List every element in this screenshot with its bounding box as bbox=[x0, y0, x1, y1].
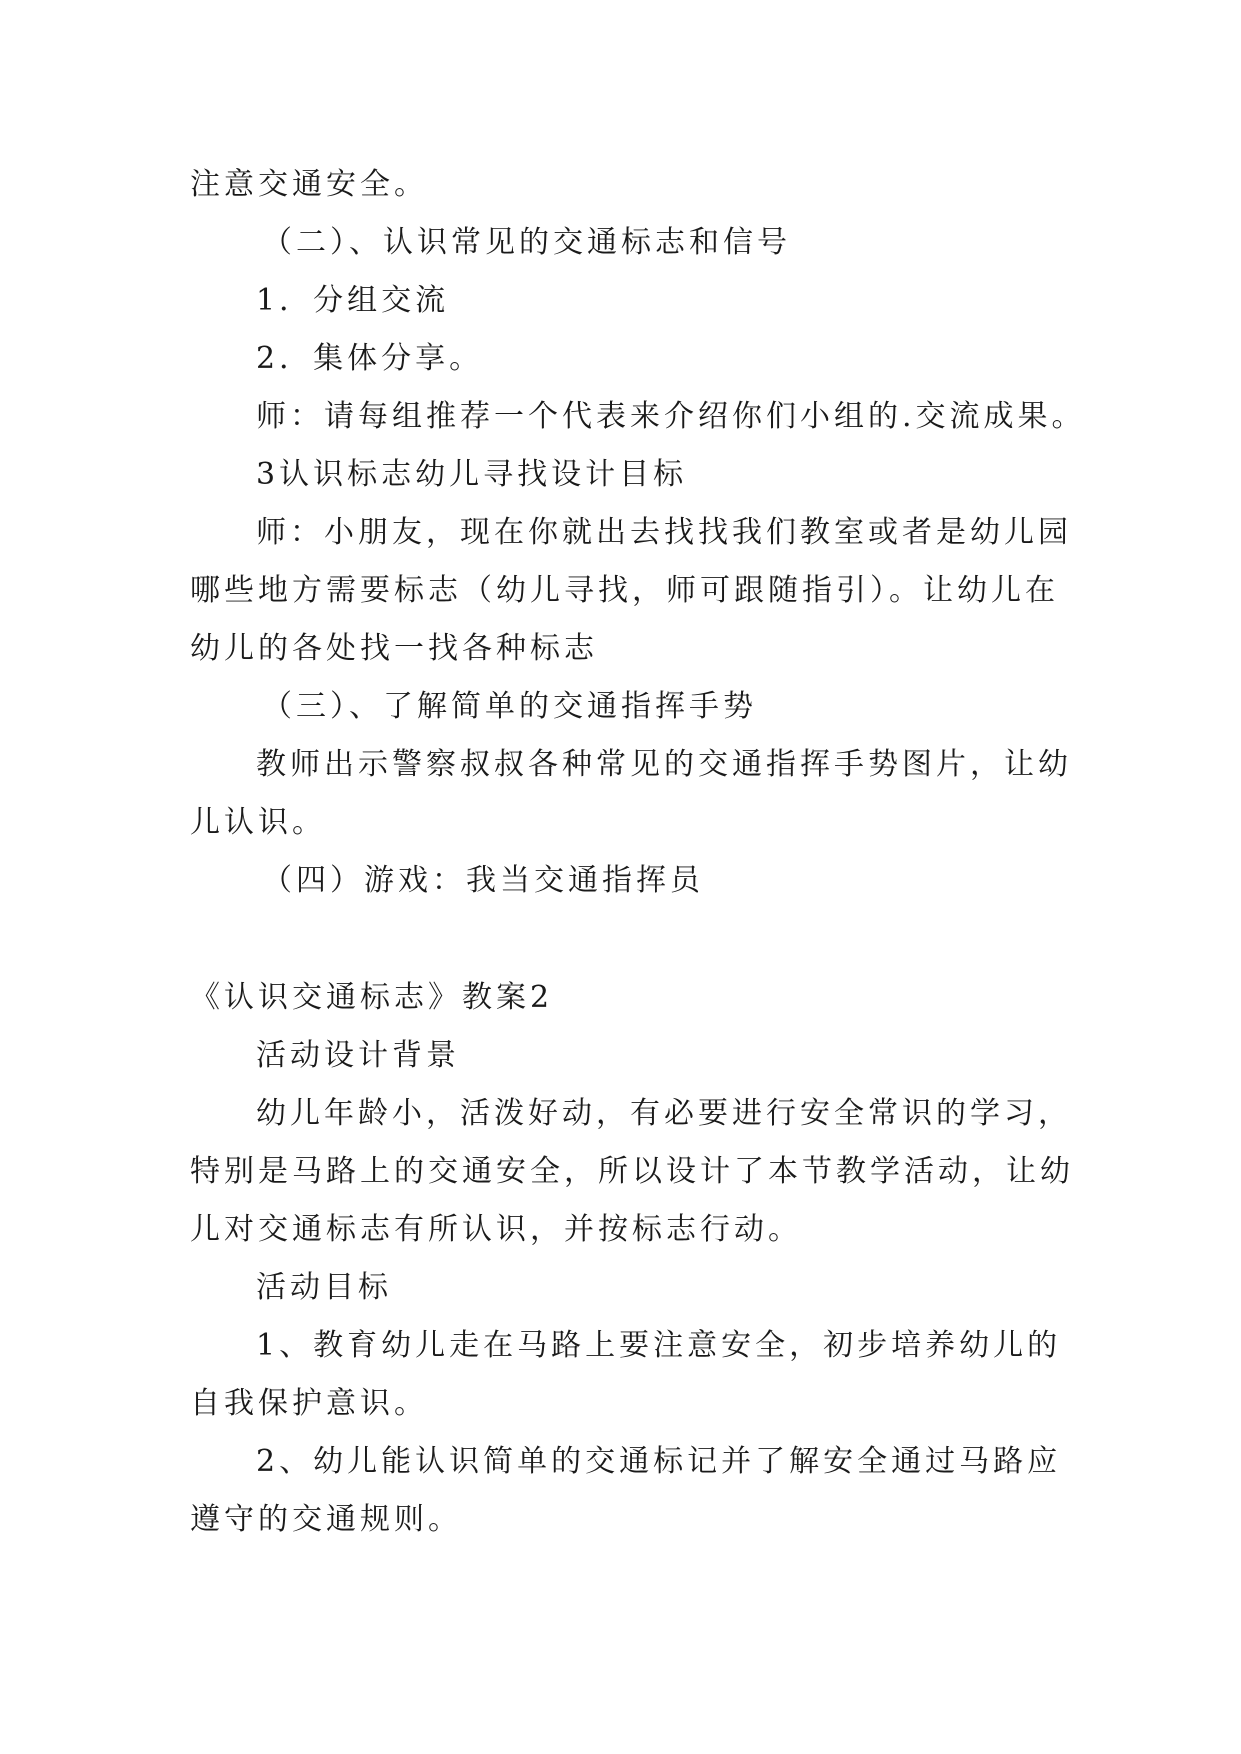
list-item: 2、幼儿能认识简单的交通标记并了解安全通过马路应 bbox=[256, 1444, 1062, 1479]
text-line: 幼儿年龄小，活泼好动，有必要进行安全常识的学习， bbox=[256, 1096, 1072, 1131]
list-item: 2．集体分享。 bbox=[256, 341, 484, 376]
list-item: 1．分组交流 bbox=[256, 283, 450, 318]
text-line: 教师出示警察叔叔各种常见的交通指挥手势图片，让幼 bbox=[256, 747, 1072, 782]
text-line: 特别是马路上的交通安全，所以设计了本节教学活动，让幼 bbox=[190, 1154, 1074, 1189]
section-heading: （三）、了解简单的交通指挥手势 bbox=[262, 689, 757, 724]
text-line: 师：请每组推荐一个代表来介绍你们小组的.交流成果。 bbox=[256, 399, 1086, 434]
text-line: 师：小朋友，现在你就出去找找我们教室或者是幼儿园 bbox=[256, 515, 1072, 550]
text-line: 儿对交通标志有所认识，并按标志行动。 bbox=[190, 1212, 802, 1247]
text-line: 幼儿的各处找一找各种标志 bbox=[190, 631, 598, 666]
section-heading: 活动设计背景 bbox=[256, 1038, 460, 1073]
text-line: 注意交通安全。 bbox=[190, 167, 428, 202]
list-item: 3认识标志幼儿寻找设计目标 bbox=[256, 457, 688, 492]
section-heading: （二）、认识常见的交通标志和信号 bbox=[262, 225, 791, 260]
text-line: 自我保护意识。 bbox=[190, 1386, 428, 1421]
text-line: 遵守的交通规则。 bbox=[190, 1502, 462, 1537]
text-line: 儿认识。 bbox=[190, 805, 326, 840]
text-line: 哪些地方需要标志（幼儿寻找，师可跟随指引）。让幼儿在 bbox=[190, 573, 1059, 608]
document-title: 《认识交通标志》教案2 bbox=[190, 980, 554, 1015]
section-heading: 活动目标 bbox=[256, 1270, 392, 1305]
section-heading: （四）游戏：我当交通指挥员 bbox=[262, 863, 704, 898]
list-item: 1、教育幼儿走在马路上要注意安全，初步培养幼儿的 bbox=[256, 1328, 1062, 1363]
